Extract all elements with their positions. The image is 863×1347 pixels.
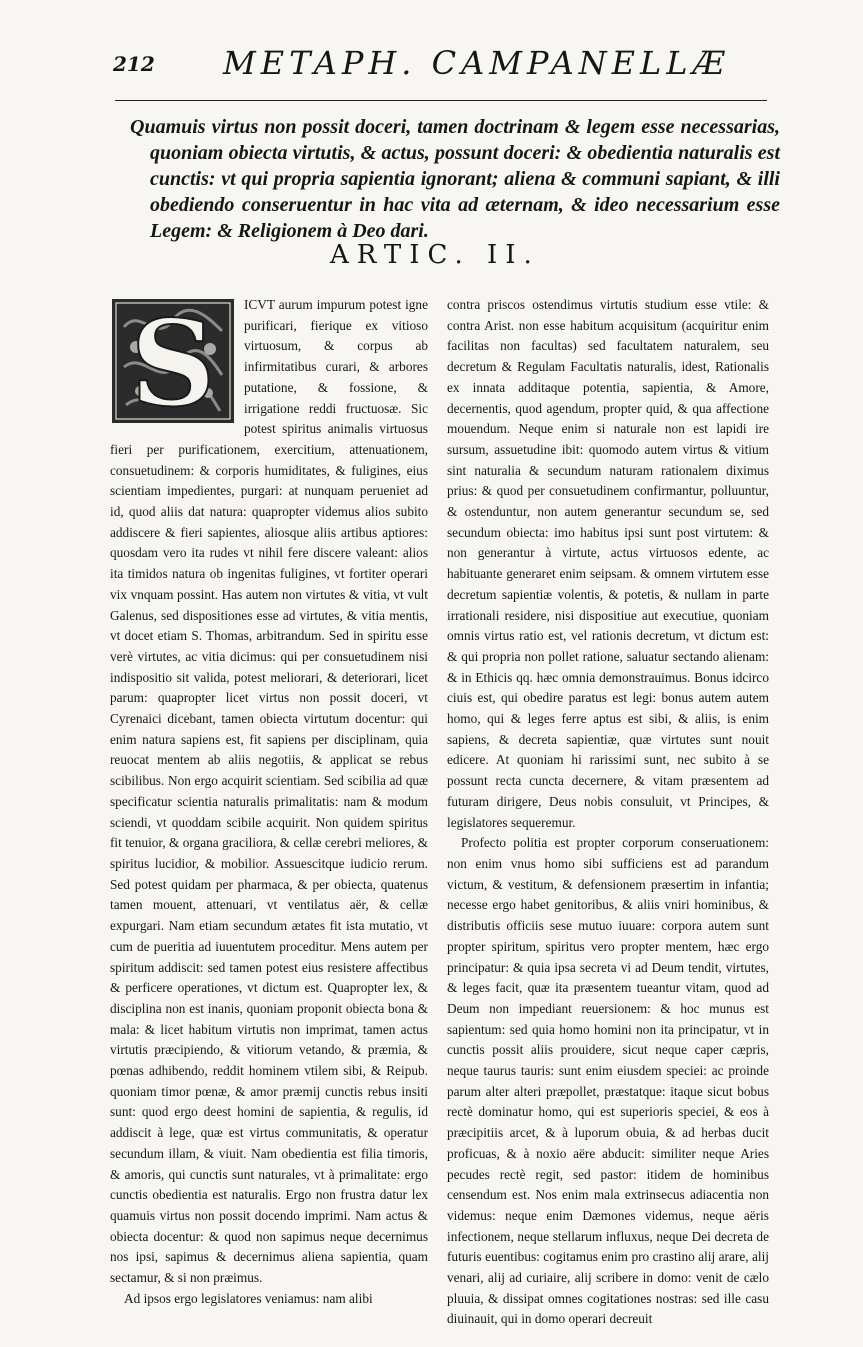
summary-text: Quamuis virtus non possit doceri, tamen doctrinam & legem esse necessarias, quoniam obiecta virtutis, & actus, possunt doceri: & obedientia naturalis est cunctis: vt qui propria sapientia ignorant; aliena & communi sapiant, & illi obediendo conseruentur in hac vita ad æternam, & ideo necessarium esse Legem: & Religionem à Deo dari. — [130, 116, 780, 242]
left-paragraph-2: Ad ipsos ergo legislatores veniamus: nam alibi — [124, 1290, 373, 1306]
right-column — [447, 295, 769, 1330]
right-paragraph-2: Profecto politia est propter corporum conseruationem: non enim vnus homo sibi sufficiens est ad parandum victum, & vestitum, & defensionem præsertim in infantia; necesse ergo habet genitoribus, & aliis vniri hominibus, & distributis officiis sese mutuo iuuare: corpora autem sunt propter spiritum, spiritus vero propter mentem, hæc ergo principatur: & quia ipsa secreta vi ad Deum tendit, virtutes, & leges facit, quæ ita præsentem tueantur vitam, quod ad Deum non impediant reuersionem: & hoc munus est sapientum: sed quia homo homini non ita principatur, vt in cunctis possit aliis prouidere, sicut neque caper cæpris, neque taurus tauris: sunt enim eiusdem speciei: ac proinde parum alter alteri præpollet, præstatque: itaque sicut bobus rectè dominatur homo, qui est superioris speciei, & eos à præcipitiis arcet, & à luporum obuia, & ad herbas ducit proficuas, & à noxio aëre abducit: similiter neque Aries pecudes rectè regit, sed pastor: itidem de hominibus censendum est. Nos enim mala extrinsecus adiacentia non videmus: neque enim Dæmones videmus, neque aëris infectionem, neque stellarum influxus, neque Dei decreta de futuris euentibus: cogitamus enim pro crastino alij arare, alij venari, alij ad curiaire, alij scribere in domo: venit de cælo pluuia, & dissipat omnes cogitationes nostras: sed ille casu diuinauit, qui in domo operari decreuit — [447, 835, 769, 1327]
running-title: METAPH. CAMPANELLÆ — [223, 44, 730, 82]
right-paragraph-1: contra priscos ostendimus virtutis studium esse vtile: & contra Arist. non esse habitum acquisitum (acquiritur enim facilitas non facultas) sed facultatem naturalem, seu decretum & Regulam Facultatis naturalis, idest, Rationalis ex innata additaque potentia, sapientia, & Amore, decernentis, quod agendum, propter quid, & qua affectione mouendum. Neque enim si naturale non est lapidi ire sursum, assuetudine ibit: quomodo autem virtus & vitium sint naturalia & secundum naturam rationalem diximus prius: & quod per consuetudinem confirmantur, polluuntur, & ostenduntur, non autem generantur secundum se, sed secundum obiecta: imo habitus ipsi sunt post virtutem: & non generantur à virtute, actus virtuosos edente, ac habituante generaret enim seipsam. & omnem virtutem esse decretum sapientiæ volentis, & potetis, & nullam in parte irrationali residere, nisi dispositiue aut executiue, quoniam omnis virtus ratio est, vel rationis decretum, vt dictum est: & qui propria non pollet ratione, saluatur sectando alienam: & in Ethicis qq. hæc omnia demonstrauimus. Bonus idcirco ciuis est, qui obedire paratus est legi: bonus autem autem homo, qui & leges ferre aptus est sibi, & aliis, is enim sapiens, & decreta sapientiæ, quæ virtutes sunt nouit edicere. At quoniam hi rarissimi sunt, nec subito à se possunt recta cuncta decernere, & vitam præsentem ad futuram dirigere, Deus nobis consuluit, vt Principes, & legislatores sequeremur. — [447, 297, 769, 830]
left-column — [110, 295, 428, 1309]
article-summary — [130, 114, 780, 244]
page-header — [113, 38, 773, 88]
page-number: 212 — [113, 52, 155, 76]
article-heading: ARTIC. II. — [330, 240, 540, 270]
left-paragraph-1: ICVT aurum impurum potest igne purificari, fierique ex vitioso virtuosum, & corpus ab infirmitatibus curari, & arbores putatione, & fossione, & irrigatione reddi fructuosæ. Sic potest spiritus animalis virtuosus fieri per purificationem, exercitium, attenuationem, consuetudinem: & corporis humiditates, & fuligines, eius scientiam impedientes, purgari: at nunquam perueniet ad id, quod aliis dat natura: quapropter videmus alios subito addiscere & fieri sapientes, aliosque aliis artibus aptiores: quosdam vero ita rudes vt nihil fere discere valeant: alios ita timidos natura ob ingenitas fuligines, vt fortiter operari vix vnquam possint. Has autem non virtutes & vitia, vt vult Galenus, sed dispositiones esse ad virtutes, & vitia mentis, vt docet etiam S. Thomas, arbitrandum. Sed in spiritu esse verè virtutes, ac vitia dicimus: qui per consuetudinem nisi indispositio sit valida, potest meliorari, & deteriorari, licet parum: quapropter licet virtus non possit doceri, vt Cyrenaici dicebant, tamen obiecta virtutum docentur: qui enim natura sapiens est, fit sapiens per disciplinam, quia reuocat mentem ab aliis negotiis, & applicat se rebus scibilibus. Non ergo acquirit scientiam. Sed scibilia ad quæ specificatur scientia naturalis primalitatis: nam & modum sciendi, vt quoddam scibile acquirit. Non quidem spiritus fit tenuior, & organa graciliora, & cellæ cerebri meliores, & spiritus lucidior, & mobilior. Assuescitque iudicio rerum. Sed potest quidam per pharmaca, & per obiecta, quatenus tamen mouent, attenuari, vt ventilatus aër, & cellæ expurgari. Nam etiam secundum ætates fit ista mutatio, vt cum de pueritia ad iuuentutem proceditur. Mens autem per spiritum addiscit: sed tamen potest eius resistere affectibus & perficere operationes, vt dictum est. Quapropter lex, & disciplina non est inanis, quoniam proponit obiecta bona & mala: & licet habitum virtutis non imprimat, tamen actus virtutis præcipiendo, & vitiorum vetando, & præmia, & pœnas adhibendo, reddit hominem vtilem sibi, & Reipub. quoniam timor pœnæ, & amor præmij cunctis rebus insiti sunt: quod ergo deest homini de sapientia, & regulis, id addiscit à lege, quæ est virtus communitatis, & operatur secundum illam, & viuit. Nam obedientia est filia timoris, & amoris, qui cunctis sunt naturales, vt à primalitate: ergo cunctis obedientia est naturalis. Ergo non frustra datur lex quamuis virtus non possit docendo imprimi. Nam actus & obiecta docentur: & quod non sapimus neque decernimus nos ipsi, sapimus & decernimus aliena sapientia, quam sectamur, & si non præimus. — [110, 297, 428, 1286]
header-rule — [115, 100, 767, 101]
drop-cap-ornament — [110, 297, 236, 425]
drop-cap-letter: S — [130, 297, 216, 425]
